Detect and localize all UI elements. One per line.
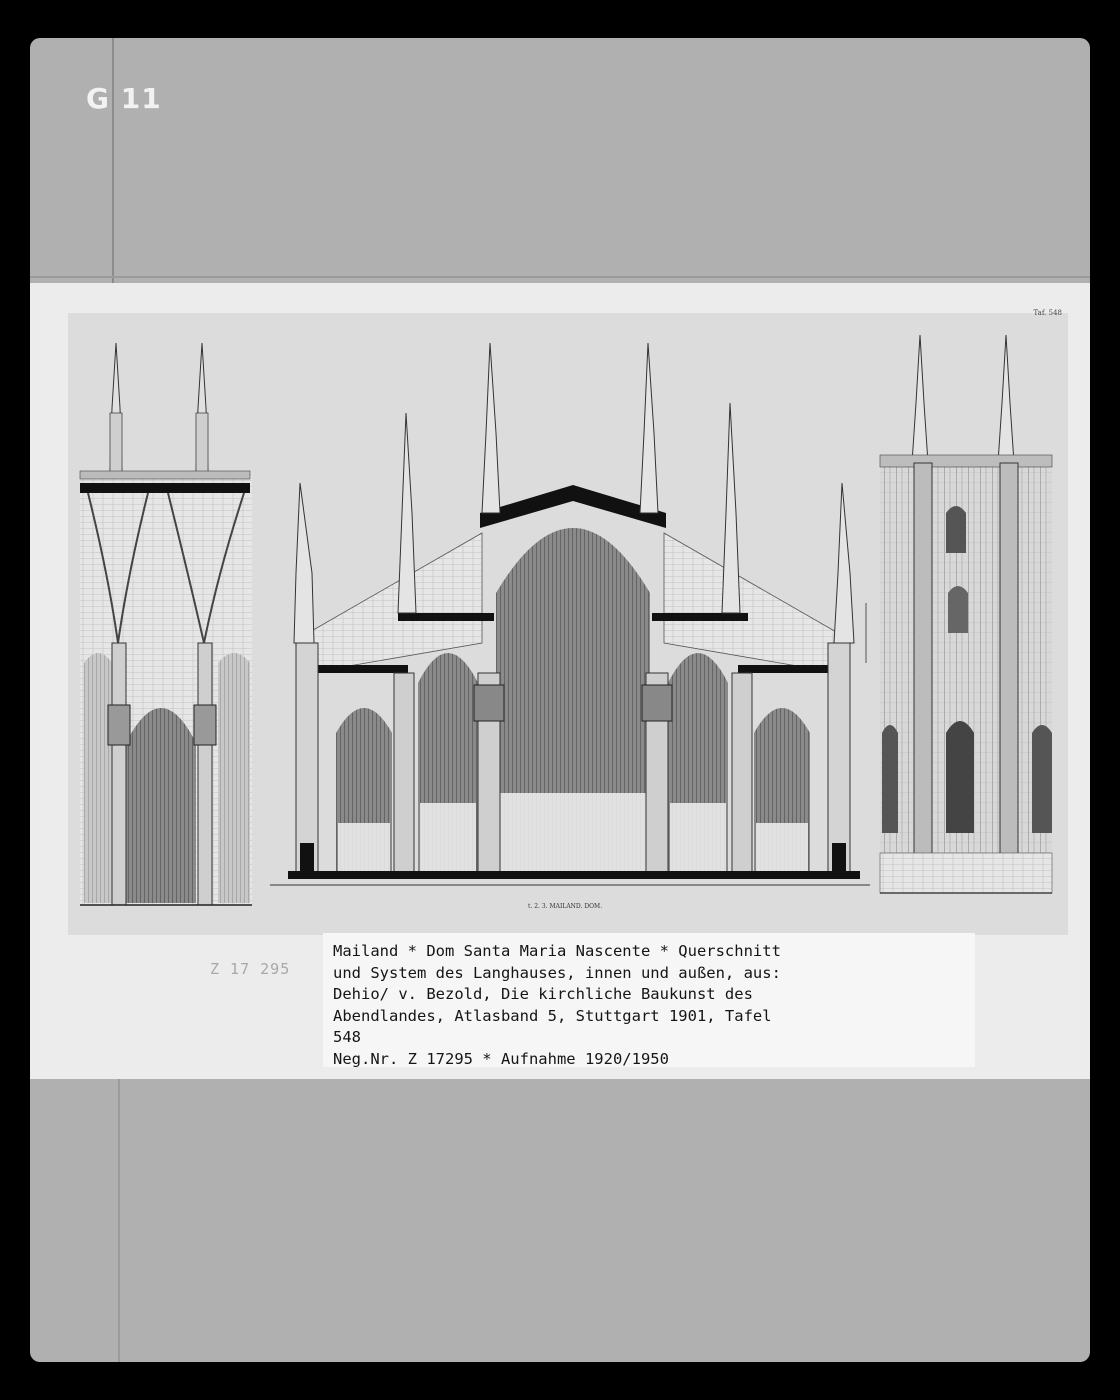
photo-card xyxy=(30,38,1090,1362)
engraving-plate xyxy=(68,309,1068,935)
cathedral-drawing xyxy=(68,313,1068,935)
mounting-board xyxy=(30,283,1090,1079)
label-line: und System des Langhauses, innen und außen, aus: xyxy=(333,963,781,982)
crease-line xyxy=(118,1078,120,1362)
label-line: Neg.Nr. Z 17295 * Aufnahme 1920/1950 xyxy=(333,1049,669,1068)
sheet-label: G 11 xyxy=(86,82,162,115)
interior-system-elevation xyxy=(80,343,252,905)
catalog-label xyxy=(323,933,975,1067)
label-line: Dehio/ v. Bezold, Die kirchliche Baukunst des xyxy=(333,985,753,1003)
crease-line xyxy=(30,276,1090,278)
cross-section xyxy=(270,343,870,885)
label-line: 548 xyxy=(333,1028,361,1046)
label-line: Mailand * Dom Santa Maria Nascente * Querschnitt xyxy=(333,942,781,960)
plate-caption: t. 2. 3. MAILAND. DOM. xyxy=(528,903,603,910)
plate-tag: Taf. 548 xyxy=(1033,309,1062,317)
exterior-system-elevation xyxy=(880,335,1052,893)
faint-archive-number: Z 17 295 xyxy=(210,960,291,978)
label-line: Abendlandes, Atlasband 5, Stuttgart 1901, Tafel xyxy=(333,1006,772,1025)
crease-line xyxy=(112,38,114,283)
